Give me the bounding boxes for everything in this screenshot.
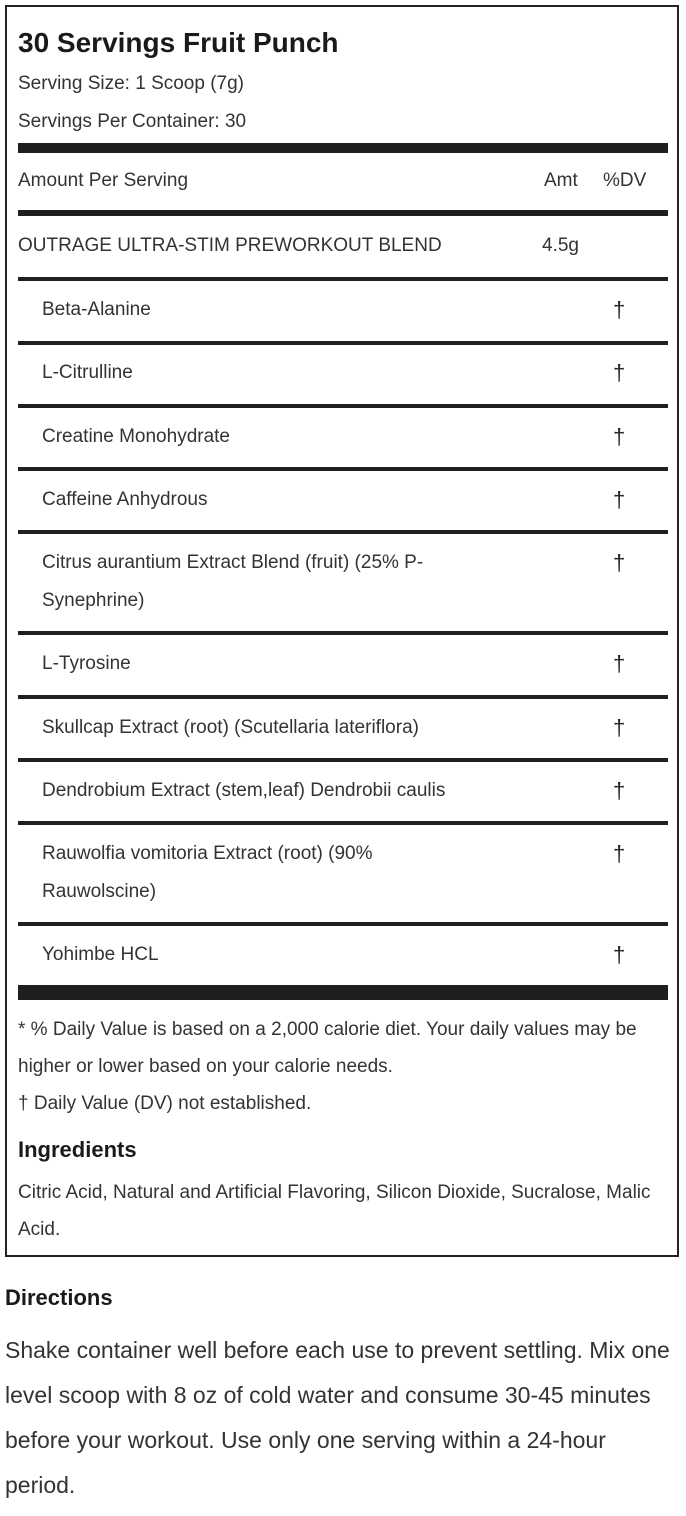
dagger-symbol: † <box>613 942 626 967</box>
ingredient-name-creatine: Creatine Monohydrate <box>42 426 230 447</box>
divider <box>18 758 668 762</box>
ingredient-name-l-tyrosine: L-Tyrosine <box>42 653 131 674</box>
blend-name: OUTRAGE ULTRA-STIM PREWORKOUT BLEND <box>18 235 442 256</box>
divider <box>18 821 668 825</box>
servings-per-container: Servings Per Container: 30 <box>18 111 247 132</box>
dagger-symbol: † <box>613 715 626 740</box>
supplement-facts-panel <box>5 5 679 1257</box>
divider <box>18 530 668 534</box>
daily-value-footnote: * % Daily Value is based on a 2,000 calorie diet. Your daily values may be higher or lower based on your calorie needs. <box>18 1019 637 1077</box>
divider <box>18 277 668 281</box>
dagger-symbol: † <box>613 424 626 449</box>
directions-text: Shake container well before each use to prevent settling. Mix one level scoop with 8 oz of cold water and consume 30-45 minutes before your workout. Use only one serving within a 24-hour period. <box>5 1337 670 1498</box>
divider <box>18 695 668 699</box>
dagger-symbol: † <box>613 651 626 676</box>
ingredient-name-skullcap: Skullcap Extract (root) (Scutellaria lateriflora) <box>42 717 419 738</box>
ingredient-name-citrus-aurantium: Citrus aurantium Extract Blend (fruit) (25% P-Synephrine) <box>42 552 424 611</box>
divider <box>18 341 668 345</box>
divider <box>18 922 668 926</box>
dagger-symbol: † <box>613 297 626 322</box>
serving-size: Serving Size: 1 Scoop (7g) <box>18 73 245 94</box>
dagger-footnote: † Daily Value (DV) not established. <box>18 1093 312 1114</box>
ingredient-name-l-citrulline: L-Citrulline <box>42 362 133 383</box>
other-ingredients-text: Citric Acid, Natural and Artificial Flavoring, Silicon Dioxide, Sucralose, Malic Acid. <box>18 1182 651 1240</box>
other-ingredients-title: Ingredients <box>18 1137 137 1162</box>
ingredient-name-beta-alanine: Beta-Alanine <box>42 299 151 320</box>
dagger-symbol: † <box>613 841 626 866</box>
dv-column-header: %DV <box>603 170 647 191</box>
dagger-symbol: † <box>613 550 626 575</box>
divider <box>18 467 668 471</box>
thick-divider-top <box>18 143 668 153</box>
product-title: 30 Servings Fruit Punch <box>18 27 339 58</box>
divider <box>18 404 668 408</box>
thick-divider-bottom <box>18 985 668 1000</box>
ingredient-name-rauwolfia: Rauwolfia vomitoria Extract (root) (90% Rauwolscine) <box>42 843 373 902</box>
ingredient-name-yohimbe: Yohimbe HCL <box>42 944 159 965</box>
blend-amount: 4.5g <box>542 235 579 256</box>
divider <box>18 631 668 635</box>
dagger-symbol: † <box>613 360 626 385</box>
ingredient-name-caffeine: Caffeine Anhydrous <box>42 489 208 510</box>
directions-title: Directions <box>5 1285 113 1310</box>
divider-header <box>18 210 668 216</box>
dagger-symbol: † <box>613 778 626 803</box>
amt-column-header: Amt <box>544 170 578 191</box>
amount-per-serving-label: Amount Per Serving <box>18 170 189 191</box>
dagger-symbol: † <box>613 487 626 512</box>
ingredient-name-dendrobium: Dendrobium Extract (stem,leaf) Dendrobii caulis <box>42 780 446 801</box>
